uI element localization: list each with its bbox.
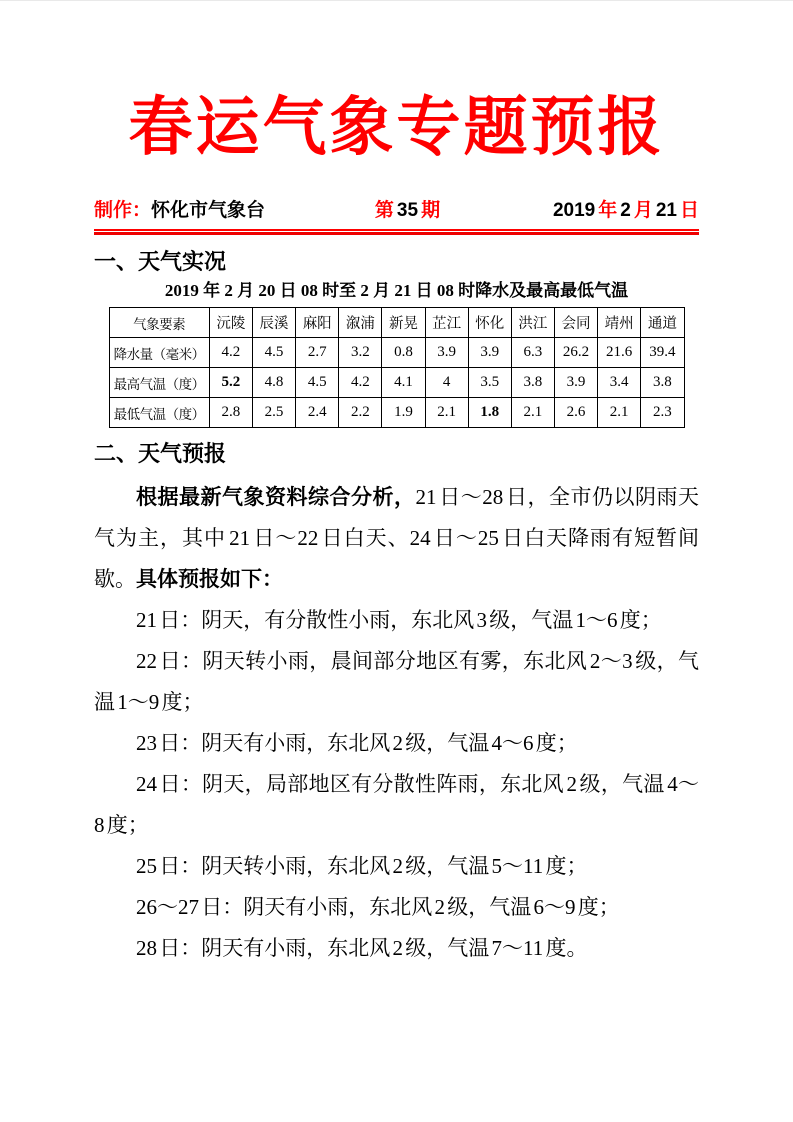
table-cell-emphasis: 1.8	[468, 398, 511, 428]
table-cell: 4	[425, 368, 468, 398]
forecast-day-23: 23 日：阴天有小雨，东北风 2 级，气温 4～6 度；	[136, 731, 578, 755]
table-header-cell: 洪江	[511, 308, 554, 338]
producer-label: 制作：	[94, 200, 152, 221]
table-cell: 3.9	[554, 368, 597, 398]
table-header-cell: 芷江	[425, 308, 468, 338]
table-cell: 2.1	[598, 398, 641, 428]
issue-date	[550, 198, 699, 224]
table-header-cell: 怀化	[468, 308, 511, 338]
forecast-day-26-27: 26～27 日：阴天有小雨，东北风 2 级，气温 6～9 度；	[136, 895, 620, 919]
document-title: 春运气象专题预报	[128, 92, 665, 163]
intro-body: 21 日～28 日，全市仍以阴雨天气为主，其中 21 日～22 日白天、24 日～25 日白天降雨有短暂间歇。	[94, 485, 699, 591]
table-cell: 3.8	[641, 368, 684, 398]
table-cell: 39.4	[641, 338, 684, 368]
table-header-cell: 麻阳	[296, 308, 339, 338]
issue-number	[375, 198, 440, 224]
table-cell: 4.5	[252, 338, 295, 368]
table-cell: 2.1	[425, 398, 468, 428]
date-year-unit: 年	[598, 200, 618, 221]
table-header-cell: 辰溪	[252, 308, 295, 338]
table-cell: 26.2	[554, 338, 597, 368]
table-cell: 3.9	[425, 338, 468, 368]
table-cell: 6.3	[511, 338, 554, 368]
row-label: 降水量（毫米）	[109, 338, 209, 368]
forecast-day-28: 28 日：阴天有小雨，东北风 2 级，气温 7～11 度。	[136, 936, 588, 960]
table-row-precipitation	[109, 338, 684, 368]
intro-tail: 具体预报如下：	[136, 568, 283, 591]
date-month-unit: 月	[633, 200, 653, 221]
row-label: 最高气温（度）	[109, 368, 209, 398]
table-cell: 3.9	[468, 338, 511, 368]
table-header-row	[109, 308, 684, 338]
table-cell: 4.2	[209, 338, 252, 368]
table-row-max-temp	[109, 368, 684, 398]
date-month: 2	[620, 200, 631, 221]
forecast-day-22: 22 日：阴天转小雨，晨间部分地区有雾，东北风 2～3 级，气温 1～9 度；	[94, 649, 699, 714]
table-header-cell: 靖州	[598, 308, 641, 338]
issue-value: 35	[396, 200, 419, 221]
table-cell: 2.5	[252, 398, 295, 428]
forecast-day-25: 25 日：阴天转小雨，东北风 2 级，气温 5～11 度；	[136, 854, 588, 878]
table-cell: 2.1	[511, 398, 554, 428]
date-day: 21	[655, 200, 677, 221]
table-title: 2019 年 2 月 20 日 08 时至 2 月 21 日 08 时降水及最高最低气温	[164, 281, 629, 300]
table-header-cell: 溆浦	[339, 308, 382, 338]
issue-suffix: 期	[421, 200, 441, 221]
intro-lead: 根据最新气象资料综合分析，	[136, 486, 416, 509]
section1-heading: 一、天气实况	[94, 249, 227, 274]
table-cell: 2.6	[554, 398, 597, 428]
table-cell: 21.6	[598, 338, 641, 368]
table-cell: 4.2	[339, 368, 382, 398]
section2-heading: 二、天气预报	[94, 441, 227, 466]
date-year: 2019	[552, 200, 596, 221]
table-header-cell: 会同	[554, 308, 597, 338]
table-cell-emphasis: 5.2	[209, 368, 252, 398]
table-row-min-temp	[109, 398, 684, 428]
masthead	[94, 198, 699, 224]
table-cell: 2.7	[296, 338, 339, 368]
table-cell: 3.4	[598, 368, 641, 398]
table-cell: 4.8	[252, 368, 295, 398]
table-header-cell: 通道	[641, 308, 684, 338]
table-cell: 3.2	[339, 338, 382, 368]
weather-table	[109, 307, 685, 428]
producer	[94, 198, 265, 224]
table-cell: 4.5	[296, 368, 339, 398]
issue-prefix: 第	[374, 200, 394, 221]
table-cell: 3.5	[468, 368, 511, 398]
table-cell: 4.1	[382, 368, 425, 398]
table-header-cell: 气象要素	[109, 308, 209, 338]
table-cell: 2.8	[209, 398, 252, 428]
forecast-day-24: 24 日：阴天，局部地区有分散性阵雨，东北风 2 级，气温 4～8 度；	[94, 772, 699, 837]
table-cell: 2.4	[296, 398, 339, 428]
table-cell: 2.2	[339, 398, 382, 428]
table-cell: 1.9	[382, 398, 425, 428]
forecast-day-21: 21 日：阴天，有分散性小雨，东北风 3 级，气温 1～6 度；	[136, 608, 662, 632]
row-label: 最低气温（度）	[109, 398, 209, 428]
forecast-intro	[94, 477, 699, 600]
table-cell: 2.3	[641, 398, 684, 428]
table-header-cell: 新晃	[382, 308, 425, 338]
table-header-cell: 沅陵	[209, 308, 252, 338]
red-divider	[94, 229, 699, 235]
table-cell: 0.8	[382, 338, 425, 368]
producer-name: 怀化市气象台	[151, 200, 266, 221]
date-day-unit: 日	[679, 200, 699, 221]
table-cell: 3.8	[511, 368, 554, 398]
